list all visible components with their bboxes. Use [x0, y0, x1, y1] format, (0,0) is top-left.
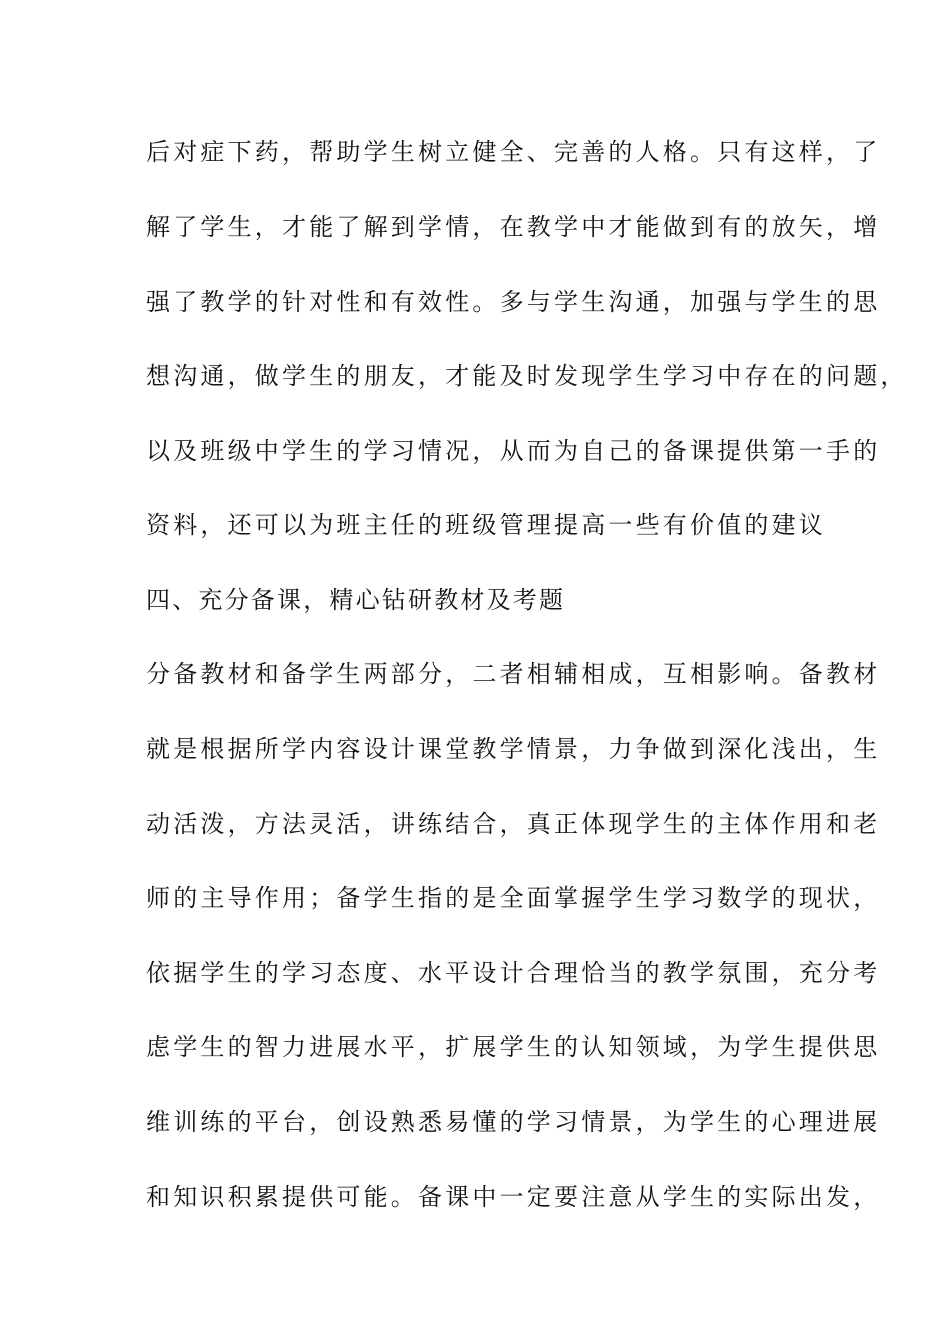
- paragraph-line: 和知识积累提供可能。备课中一定要注意从学生的实际出发，: [146, 1183, 881, 1211]
- paragraph-line: 想沟通，做学生的朋友，才能及时发现学生学习中存在的问题，: [146, 362, 908, 390]
- section-heading: 四、充分备课，精心钻研教材及考题: [146, 586, 566, 614]
- paragraph-line: 动活泼，方法灵活，讲练结合，真正体现学生的主体作用和老: [146, 810, 881, 838]
- paragraph-line: 解了学生，才能了解到学情，在教学中才能做到有的放矢，增: [146, 213, 881, 241]
- paragraph-line: 就是根据所学内容设计课堂教学情景，力争做到深化浅出，生: [146, 735, 881, 763]
- paragraph-line: 师的主导作用；备学生指的是全面掌握学生学习数学的现状，: [146, 884, 881, 912]
- paragraph-line: 后对症下药，帮助学生树立健全、完善的人格。只有这样，了: [146, 138, 881, 166]
- paragraph-line: 以及班级中学生的学习情况，从而为自己的备课提供第一手的: [146, 437, 881, 465]
- paragraph-line: 资料，还可以为班主任的班级管理提高一些有价值的建议: [146, 511, 826, 539]
- paragraph-line: 依据学生的学习态度、水平设计合理恰当的教学氛围，充分考: [146, 959, 881, 987]
- paragraph-line: 维训练的平台，创设熟悉易懂的学习情景，为学生的心理进展: [146, 1108, 881, 1136]
- paragraph-line: 分备教材和备学生两部分，二者相辅相成，互相影响。备教材: [146, 660, 881, 688]
- paragraph-line: 虑学生的智力进展水平，扩展学生的认知领域，为学生提供思: [146, 1033, 881, 1061]
- paragraph-line: 强了教学的针对性和有效性。多与学生沟通，加强与学生的思: [146, 288, 881, 316]
